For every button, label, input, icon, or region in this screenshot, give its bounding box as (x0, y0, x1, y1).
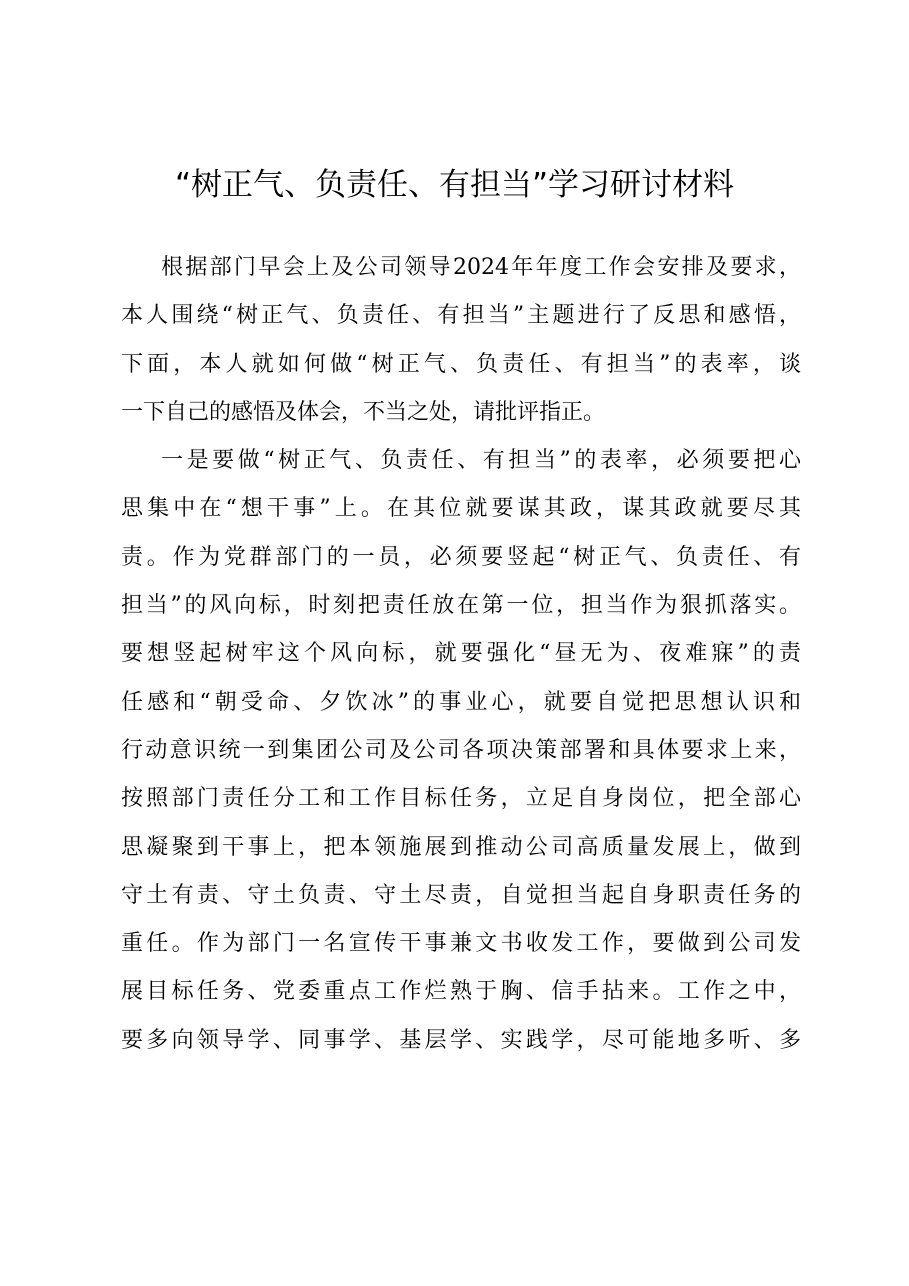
text-line: 重任。作为部门一名宣传干事兼文书收发工作，要做到公司发 (121, 931, 801, 957)
text-line: 展目标任务、党委重点工作烂熟于胸、信手拈来。工作之中， (121, 979, 801, 1005)
document-title: “树正气、负责任、有担当”学习研讨材料 (174, 167, 735, 203)
text-line: 担当”的风向标，时刻把责任放在第一位，担当作为狠抓落实。 (121, 593, 801, 619)
paragraph-intro (121, 244, 801, 437)
text-line: 要想竖起树牢这个风向标，就要强化“昼无为、夜难寐”的责 (121, 641, 801, 667)
text-line: 思集中在“想干事”上。在其位就要谋其政，谋其政就要尽其 (121, 496, 801, 522)
text-line: 行动意识统一到集团公司及公司各项决策部署和具体要求上来， (121, 737, 801, 763)
text-line: 思凝聚到干事上，把本领施展到推动公司高质量发展上，做到 (121, 834, 801, 860)
text-line: 要多向领导学、同事学、基层学、实践学，尽可能地多听、多 (121, 1027, 801, 1053)
text-line: 责。作为党群部门的一员，必须要竖起“树正气、负责任、有 (121, 544, 801, 570)
text-line: 一是要做“树正气、负责任、有担当”的表率，必须要把心 (161, 448, 801, 474)
text-line: 根据部门早会上及公司领导2024年年度工作会安排及要求， (161, 255, 801, 280)
paragraph-point-one (121, 437, 801, 1065)
text-line: 下面，本人就如何做“树正气、负责任、有担当”的表率，谈 (121, 351, 801, 377)
text-line: 本人围绕“树正气、负责任、有担当”主题进行了反思和感悟， (121, 303, 801, 329)
text-line: 按照部门责任分工和工作目标任务，立足自身岗位，把全部心 (121, 786, 801, 812)
document-body (121, 244, 801, 1065)
text-line: 任感和“朝受命、夕饮冰”的事业心，就要自觉把思想认识和 (121, 689, 801, 715)
text-line: 守土有责、守土负责、守土尽责，自觉担当起自身职责任务的 (121, 882, 801, 908)
text-line: 一下自己的感悟及体会，不当之处，请批评指正。 (121, 399, 606, 425)
